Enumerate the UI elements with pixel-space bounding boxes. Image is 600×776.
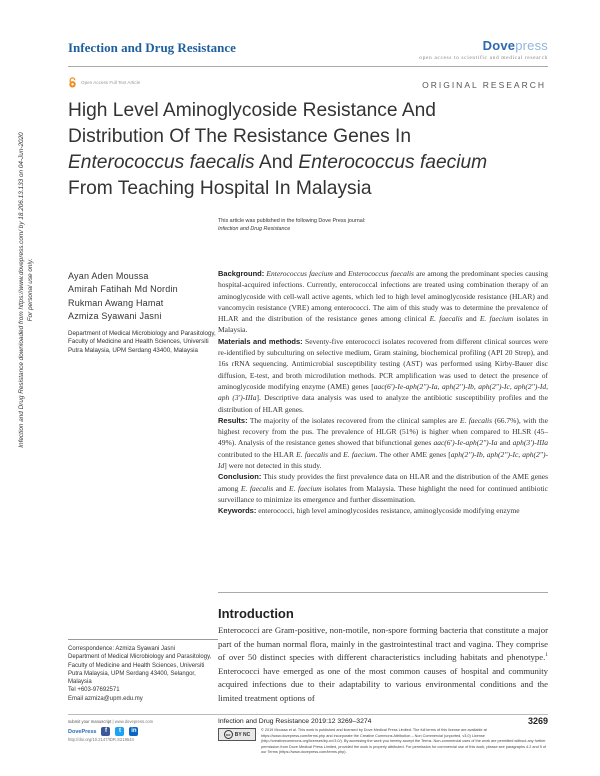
header-divider [68,66,548,67]
correspondence-tel: Tel +603-97692571 [68,687,120,694]
author-name[interactable]: Azmiza Syawani Jasni [68,311,162,322]
article-type: ORIGINAL RESEARCH [422,80,546,90]
abstract-keywords: Keywords: enterococci, high level aminoglycosides resistance, aminoglycoside modifying enzyme [218,506,520,516]
footer-divider [68,714,548,715]
facebook-icon[interactable]: f [101,727,110,736]
abstract-divider [218,592,548,593]
abstract-background: Background: Enterococcus faecium and Enterococcus faecalis are among the predominant species causing hospital-acquired infections. Currently, enterococcal infections are treated using combination therapy of an aminoglycoside with cell-wall active agents, which led to high level aminoglycoside resistance (HLAR) and vancomycin resistance (VRE) among enterococci. The aim of this study was to determine the prevalence of HLAR and the distribution of the resistance genes among clinical E. faecalis and E. faecium isolates in Malaysia. [218,269,548,335]
abstract [218,268,548,517]
correspondence-address: Department of Medical Microbiology and Parasitology, Faculty of Medicine and Health Sciences, Universiti Putra Malaysia, UPM Serdang 43400, Selangor, Malaysia [68,654,212,686]
open-access-icon [68,77,77,88]
abstract-results: Results: The majority of the isolates recovered from the clinical samples are E. faecalis (66.7%), with the highest recovery from the pus. The prevalence of HLGR (51%) is higher when compared to HLSR (45–49%). Analysis of the resistance genes showed that bifunctional genes aac(6')-Ie-aph(2'')-Ia and aph(3')-IIIa contributed to the HLAR E. faecalis and E. faecium. The other AME genes [aph(2'')-Ib, aph(2'')-Ic, aph(2'')-Id] were not detected in this study. [218,415,548,471]
footer-left: submit your manuscript | www.dovepress.com DovePress f t in http://doi.org/10.2147/IDR.S219544 [68,718,208,744]
brand-light: press [515,38,548,53]
license-text: © 2019 Moussa et al. This work is published and licensed by Dove Medical Press Limited. The full terms of this license are available at https://www.dovepress.com/terms.php and incorporate the Creative Commons Attribution – Non Commercial (unported, v3.0) License (http://creativecommons.org/licenses/by-nc/3.0/). By accessing the work you hereby accept the Terms. Non-commercial uses of the work are permitted without any further permission from Dove Medical Press Limited, provided the work is properly attributed. For permission for commercial use of this work, please see paragraphs 4.2 and 5 of our Terms (https://www.dovepress.com/terms.php). [261,728,547,754]
title-line: Enterococcus faecalis And Enterococcus faecium [68,152,488,173]
author-list [68,270,178,324]
introduction-body: Enterococci are Gram-positive, non-motile, non-spore forming bacteria that constitute a major part of the human normal flora, mainly in the gastrointestinal tract and vagina. They comprise of over 50 distinct species with different characteristics including habitats and phenotype.$^1$ Enterococci have emerged as one of the most common causes of hospital and community acquired infections due to their adaptability to various environmental conditions and the limited treatment options of [218,625,548,703]
brand-bold: Dove [482,38,516,53]
abstract-methods: Materials and methods: Seventy-five enterococci isolates recovered from different clinical sources were re-identified by subculturing on selective medium, Gram staining, biochemical profiling (API 20 Strep), and 16s rRNA sequencing. Antimicrobial susceptibility testing (AST) was performed using Kirby-Bauer disc diffusion, E-test, and broth microdilution methods. PCR amplification was used to detect the presence of aminoglycoside modifying enzyme (AME) genes [aac(6')-Ie-aph(2'')-Ia, aph(2'')-Ib, aph(2'')-Ic, aph(2'')-Id, aph (3')-IIIa]. Descriptive data analysis was used to analyze the antibiotic susceptibility profiles and the distribution of HLAR genes. [218,336,548,414]
publication-journal: Infection and Drug Resistance [218,226,291,232]
author-name[interactable]: Amirah Fatihah Md Nordin [68,284,178,295]
title-line: High Level Aminoglycoside Resistance And [68,100,436,121]
correspondence-email[interactable]: Email azmiza@upm.edu.my [68,695,143,702]
species-name: Enterococcus faecium [298,152,488,173]
brand-tagline: open access to scientific and medical research [419,55,548,61]
download-side-note: Infection and Drug Resistance downloaded from https://www.dovepress.com/ by 18.206.13.133 on 04-Jun-2020 For personal use only. [18,132,34,448]
section-heading-introduction: Introduction [218,606,294,621]
dovepress-footer-logo[interactable]: DovePress [68,728,97,735]
correspondence [68,645,218,703]
page-number: 3269 [527,716,548,726]
open-access-label: Open Access Full Text Article [81,80,141,85]
journal-name[interactable]: Infection and Drug Resistance [68,40,236,55]
species-name: Enterococcus faecalis [68,152,255,173]
submit-manuscript-link[interactable]: submit your manuscript [68,719,112,724]
website-link[interactable]: www.dovepress.com [114,719,154,724]
article-title [68,98,538,202]
author-name[interactable]: Ayan Aden Moussa [68,271,149,281]
author-name[interactable]: Rukman Awang Hamat [68,297,164,308]
title-line: From Teaching Hospital In Malaysia [68,178,372,199]
abstract-conclusion: Conclusion: This study provides the first prevalence data on HLAR and the distribution of the AME genes among E. faecalis and E. faecium isolates from Malaysia. These highlight the need for continued antibiotic surveillance to minimize its emergence and further dissemination. [218,472,548,504]
open-access-badge [68,77,140,88]
citation: Infection and Drug Resistance 2019:12 3269–3274 [218,718,372,725]
author-affiliation: Department of Medical Microbiology and Parasitology, Faculty of Medicine and Health Sciences, Universiti Putra Malaysia, UPM Serdang 43400, Malaysia [68,330,216,354]
publisher-logo[interactable] [419,38,548,61]
license-block [218,728,548,756]
publication-note: This article was published in the following Dove Press journal: Infection and Drug Resistance [218,218,366,232]
title-line: Distribution Of The Resistance Genes In [68,126,412,147]
creative-commons-icon[interactable]: cc BY NC [218,728,256,741]
correspondence-name: Correspondence: Azmiza Syawani Jasni [68,646,176,652]
linkedin-icon[interactable]: in [131,728,137,734]
doi-link[interactable]: http://doi.org/10.2147/IDR.S219544 [68,737,134,742]
correspondence-divider [68,639,218,640]
twitter-icon[interactable]: t [115,727,124,736]
reference-link[interactable]: 1 [545,652,548,659]
